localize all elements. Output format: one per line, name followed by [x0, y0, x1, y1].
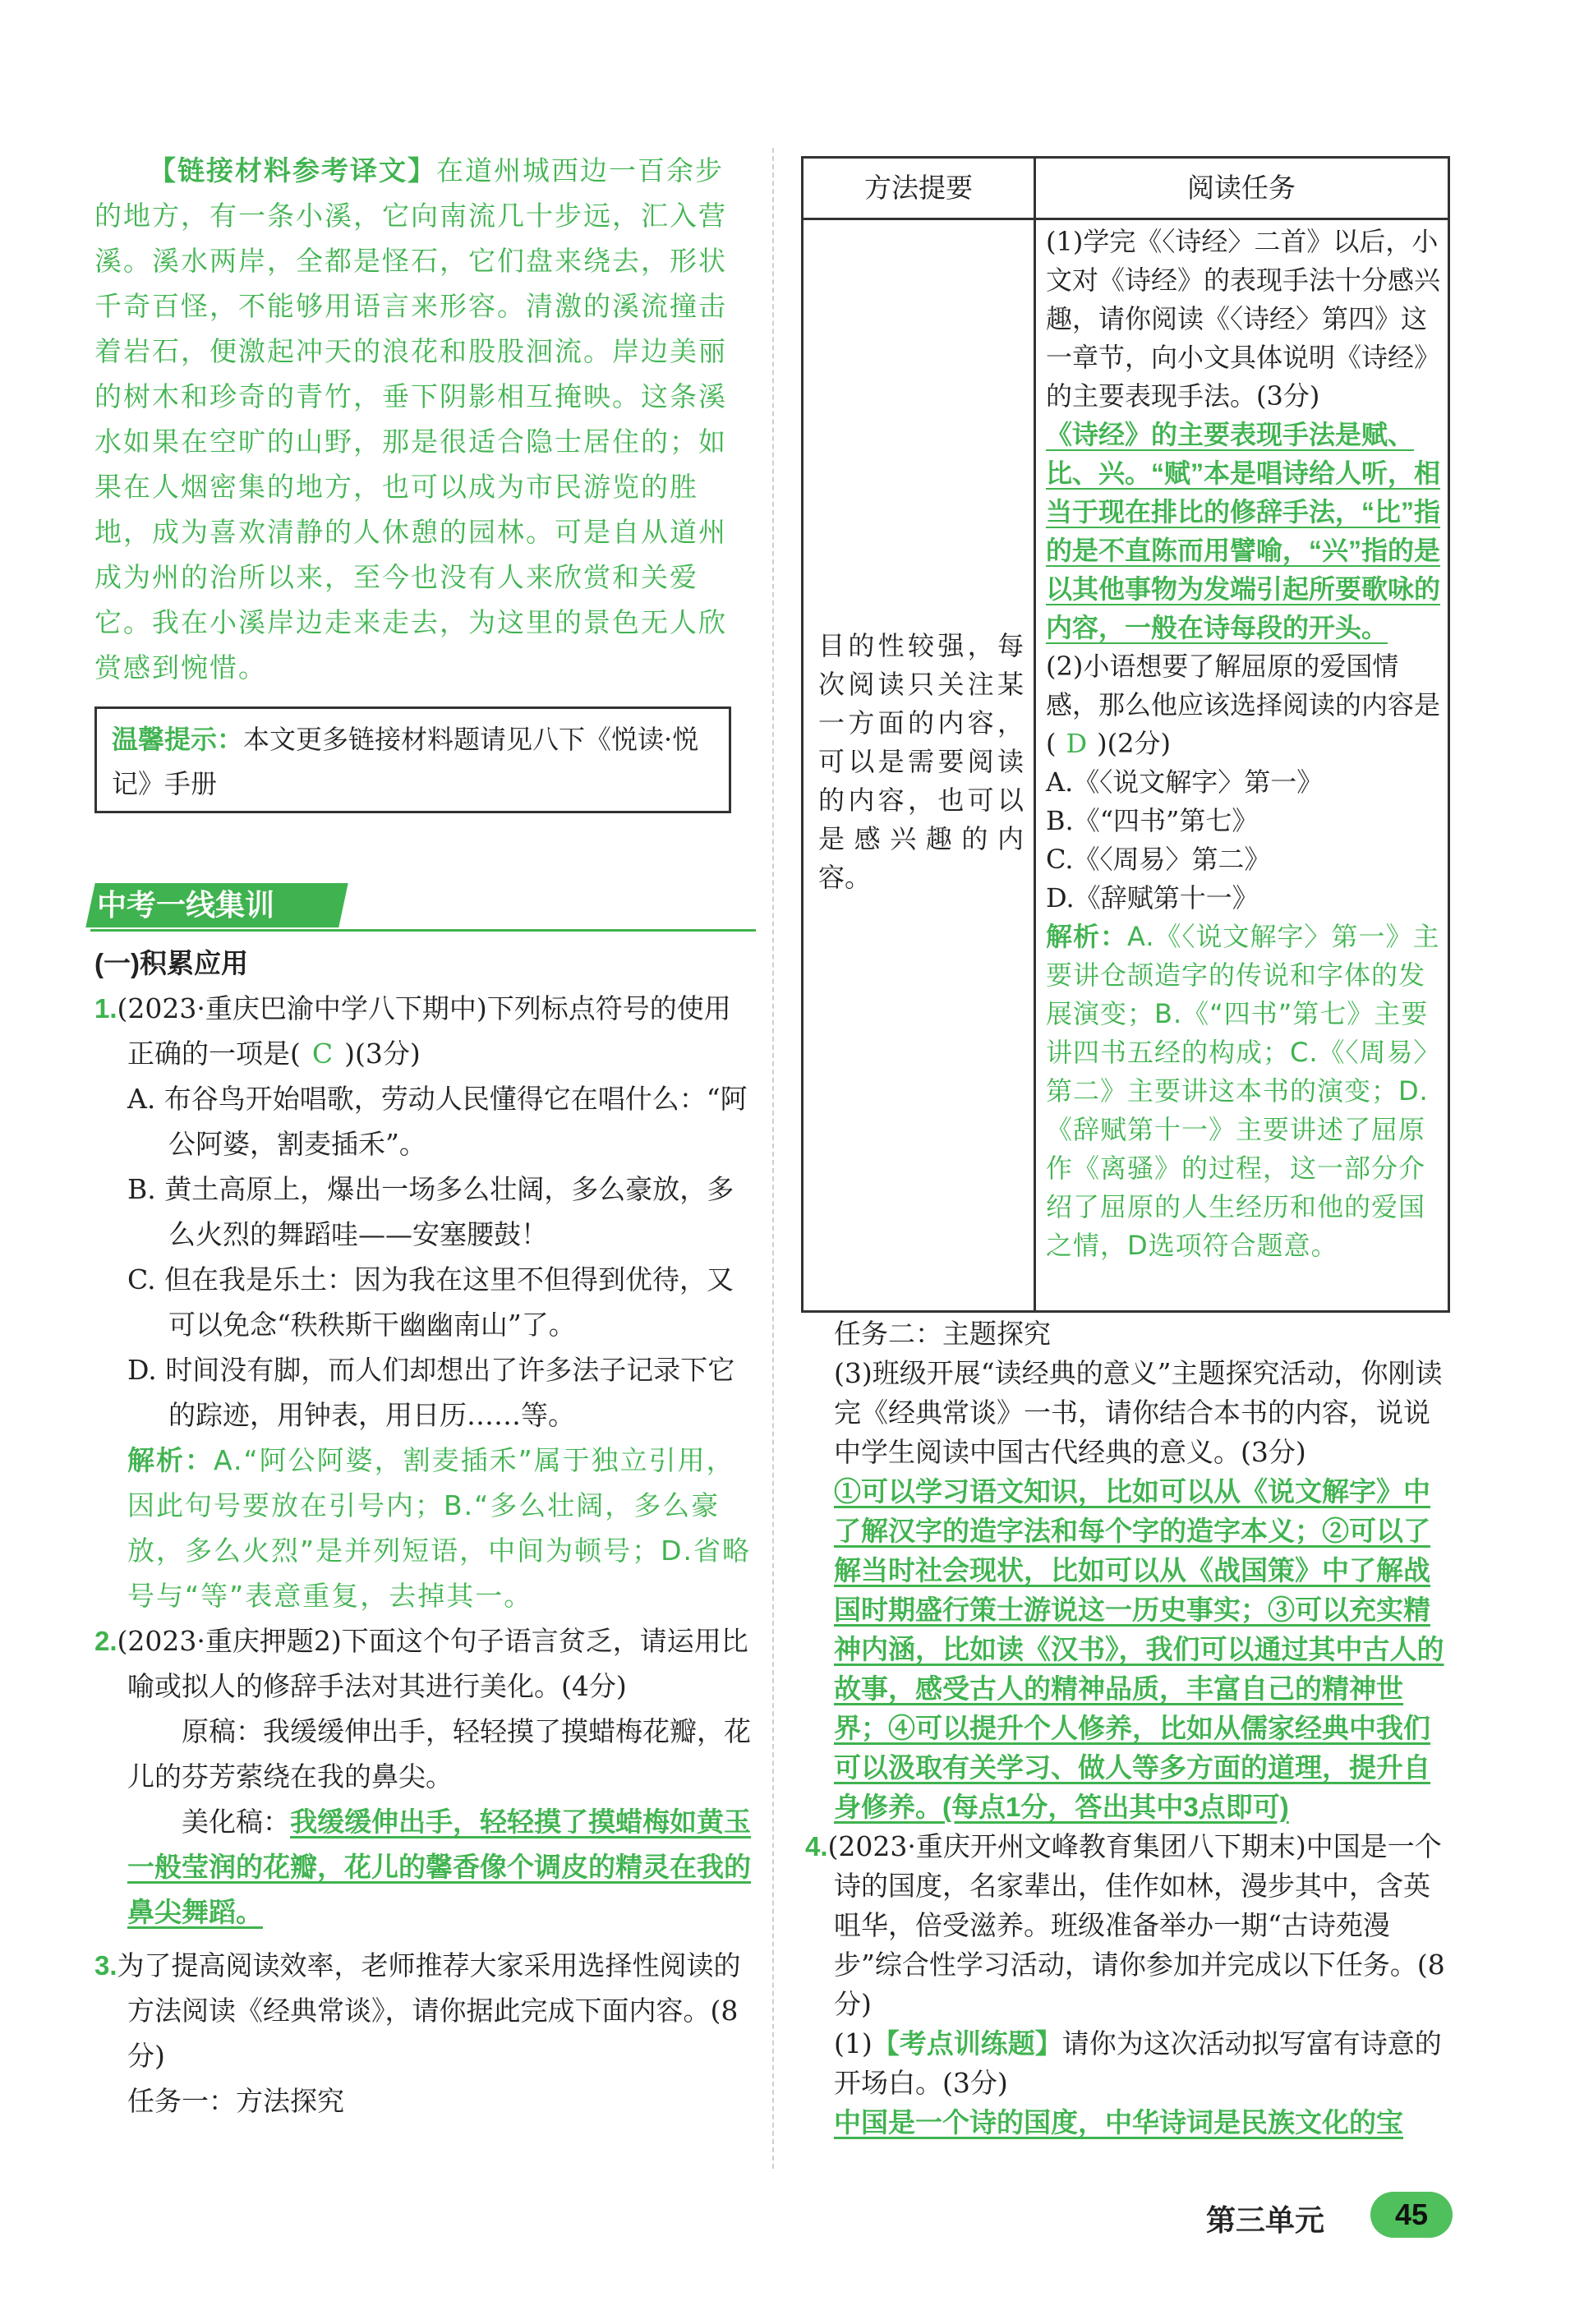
q2-beauty-label: 美化稿： [182, 1806, 290, 1838]
q1-option-a: A. 布谷鸟开始唱歌，劳动人民懂得它在唱什么：“阿公阿婆，割麦插禾”。 [127, 1083, 748, 1160]
section-heading: (一)积累应用 [94, 948, 248, 978]
question-3 [94, 1943, 752, 2078]
q2-beautified [94, 1799, 752, 1935]
task2-option-b: B.《“四书”第七》 [1046, 805, 1259, 836]
task2-analysis-label: 解析： [1046, 921, 1128, 952]
task2-analysis-text: A.《〈说文解字〉第一》主要讲仓颉造字的传说和字体的发展演变；B.《“四书”第七》主要讲四书五经的构成；C.《〈周易〉第二》主要讲这本书的演变；D.《辞赋第十一》主要讲述了屈原作《离骚》的过程，这一部分介绍了屈原的人生经历和他的爱国之情，D选项符合题意。 [1046, 921, 1440, 1261]
task2-tail: )(2分) [1097, 728, 1171, 759]
column-divider [772, 148, 774, 2169]
task3-answer [805, 1472, 1454, 1827]
q3-number: 3. [94, 1950, 117, 1981]
q1-stem: (2023·重庆巴渝中学八下期中)下列标点符号的使用正确的一项是( [117, 992, 731, 1070]
page-number: 45 [1370, 2192, 1453, 2238]
q1-answer: C [311, 1038, 334, 1070]
task2-question [1046, 647, 1440, 763]
banner-underline [90, 929, 756, 932]
table-column-line [1034, 159, 1036, 1310]
question-4 [805, 1827, 1454, 2024]
task3-question: (3)班级开展“读经典的意义”主题探究活动，你刚读完《经典常谈》一书，请你结合本书的内容，说说中学生阅读中国古代经典的意义。(3分) [834, 1357, 1443, 1468]
q1-number: 1. [94, 993, 117, 1024]
task1-answer [1046, 416, 1440, 647]
task2-option-a: A.《〈说文解字〉第一》 [1046, 766, 1324, 798]
task2-stem: (2)小语想要了解屈原的爱国情感，那么他应该选择阅读的内容是( [1046, 651, 1441, 759]
q4-sub-answer [805, 2103, 1454, 2142]
q1-option-c: C. 但在我是乐土：因为我在这里不但得到优待，又可以免念“秩秩斯干幽幽南山”了。 [127, 1263, 734, 1341]
task1-question: (1)学完《〈诗经〉二首》以后，小文对《诗经》的表现手法十分感兴趣，请你阅读《〈诗经〉第四》这一章节，向小文具体说明《诗经》的主要表现手法。(3分) [1046, 226, 1441, 412]
q1-option-d: D. 时间没有脚，而人们却想出了许多法子记录下它的踪迹，用钟表，用日历……等。 [127, 1354, 735, 1431]
right-questions [805, 1314, 1454, 2142]
unit-label: 第三单元 [1206, 2203, 1325, 2237]
task2-analysis [1046, 918, 1440, 1265]
task3-answer-text: ①可以学习语文知识，比如可以从《说文解字》中了解汉字的造字法和每个字的造字本义；②可以了解当时社会现状，比如可以从《战国策》中了解战国时期盛行策士游说这一历史事实；③可以充实精神内涵，比如读《汉书》，我们可以通过其中古人的故事，感受古人的精神品质，丰富自己的精神世界；④可以提升个人修养，比如从儒家经典中我们可以汲取有关学习、做人等多方面的道理，提升自身修养。(每点1分，答出其中3点即可) [834, 1476, 1444, 1822]
q3-stem: 为了提高阅读效率，老师推荐大家采用选择性阅读的方法阅读《经典常谈》，请你据此完成下面内容。(8分) [117, 1949, 741, 2072]
question-1 [94, 986, 752, 1076]
reading-table [801, 156, 1450, 1313]
q4-sub-question: 请你为这次活动拟写富有诗意的开场白。(3分) [834, 2027, 1442, 2099]
q4-stem: (2023·重庆开州文峰教育集团八下期末)中国是一个诗的国度，名家辈出，佳作如林，漫步其中，含英咀华，倍受滋养。班级准备举办一期“古诗苑漫步”综合性学习活动，请你参加并完成以下任务。(8分) [827, 1830, 1445, 2020]
q4-sub-answer-text: 中国是一个诗的国度，中华诗词是民族文化的宝 [834, 2107, 1403, 2138]
method-cell: 目的性较强，每次阅读只关注某一方面的内容，可以是需要阅读的内容，也可以是感兴趣的内容。 [818, 630, 1024, 893]
tip-text: 本文更多链接材料题请见八下《悦读·悦记》手册 [112, 724, 699, 799]
q4-sub-number: (1) [834, 2027, 873, 2059]
q2-beauty-answer: 我缓缓伸出手，轻轻摸了摸蜡梅如黄玉一般莹润的花瓣，花儿的馨香像个调皮的精灵在我的鼻尖舞蹈。 [127, 1806, 751, 1927]
q2-stem: (2023·重庆押题2)下面这个句子语言贫乏，请运用比喻或拟人的修辞手法对其进行美化。(4分) [117, 1625, 748, 1702]
task2-option-c: C.《〈周易〉第二》 [1046, 844, 1271, 875]
header-method: 方法提要 [864, 172, 973, 204]
left-questions [94, 941, 752, 2124]
q1-option-b: B. 黄土高原上，爆出一场多么壮阔，多么豪放，多么火烈的舞蹈哇——安塞腰鼓！ [127, 1173, 734, 1250]
task2-heading: 任务二：主题探究 [834, 1318, 1051, 1350]
reference-translation [94, 148, 744, 690]
q1-analysis-label: 解析： [127, 1445, 214, 1475]
q4-number: 4. [805, 1831, 828, 1862]
ref-label: 【链接材料参考译文】 [149, 155, 436, 186]
q1-analysis-text: A.“阿公阿婆，割麦插禾”属于独立引用，因此句号要放在引号内；B.“多么壮阔，多么豪放，多么火烈”是并列短语，中间为顿号；D.省略号与“等”表意重复，去掉其一。 [127, 1444, 751, 1612]
q2-number: 2. [94, 1626, 117, 1656]
q1-tail: )(3分) [344, 1038, 421, 1070]
q1-analysis [94, 1438, 752, 1618]
task2-answer: D [1066, 728, 1088, 759]
task-cell [1046, 223, 1440, 1265]
banner-title: 中考一线集训 [97, 888, 275, 922]
question-2 [94, 1618, 752, 1709]
q2-original: 原稿：我缓缓伸出手，轻轻摸了摸蜡梅花瓣，花儿的芬芳萦绕在我的鼻尖。 [127, 1715, 751, 1792]
task2-option-d: D.《辞赋第十一》 [1046, 882, 1259, 913]
task1-answer-text: 《诗经》的主要表现手法是赋、比、兴。“赋”本是唱诗给人听，相当于现在排比的修辞手法，“比”指的是不直陈而用譬喻，“兴”指的是以其他事物为发端引起所要歌咏的内容，一般在诗每段的开头。 [1046, 420, 1441, 642]
tip-label: 温馨提示： [112, 725, 244, 754]
tip-box [94, 706, 731, 813]
header-task: 阅读任务 [1187, 172, 1296, 204]
q4-sub-tag: 【考点训练题】 [872, 2028, 1062, 2059]
section-banner [85, 883, 348, 927]
q3-task1: 任务一：方法探究 [127, 2085, 344, 2117]
ref-text: 在道州城西边一百余步的地方，有一条小溪，它向南流几十步远，汇入营溪。溪水两岸，全都是怪石，它们盘来绕去，形状千奇百怪，不能够用语言来形容。清激的溪流撞击着岩石，便激起冲天的浪花和股股洄流。岸边美丽的树木和珍奇的青竹，垂下阴影相互掩映。这条溪水如果在空旷的山野，那是很适合隐士居住的；如果在人烟密集的地方，也可以成为市民游览的胜地，成为喜欢清静的人休憩的园林。可是自从道州成为州的治所以来，至今也没有人来欣赏和关爱它。我在小溪岸边走来走去，为这里的景色无人欣赏感到惋惜。 [94, 154, 727, 683]
q4-subquestion [805, 2024, 1454, 2103]
